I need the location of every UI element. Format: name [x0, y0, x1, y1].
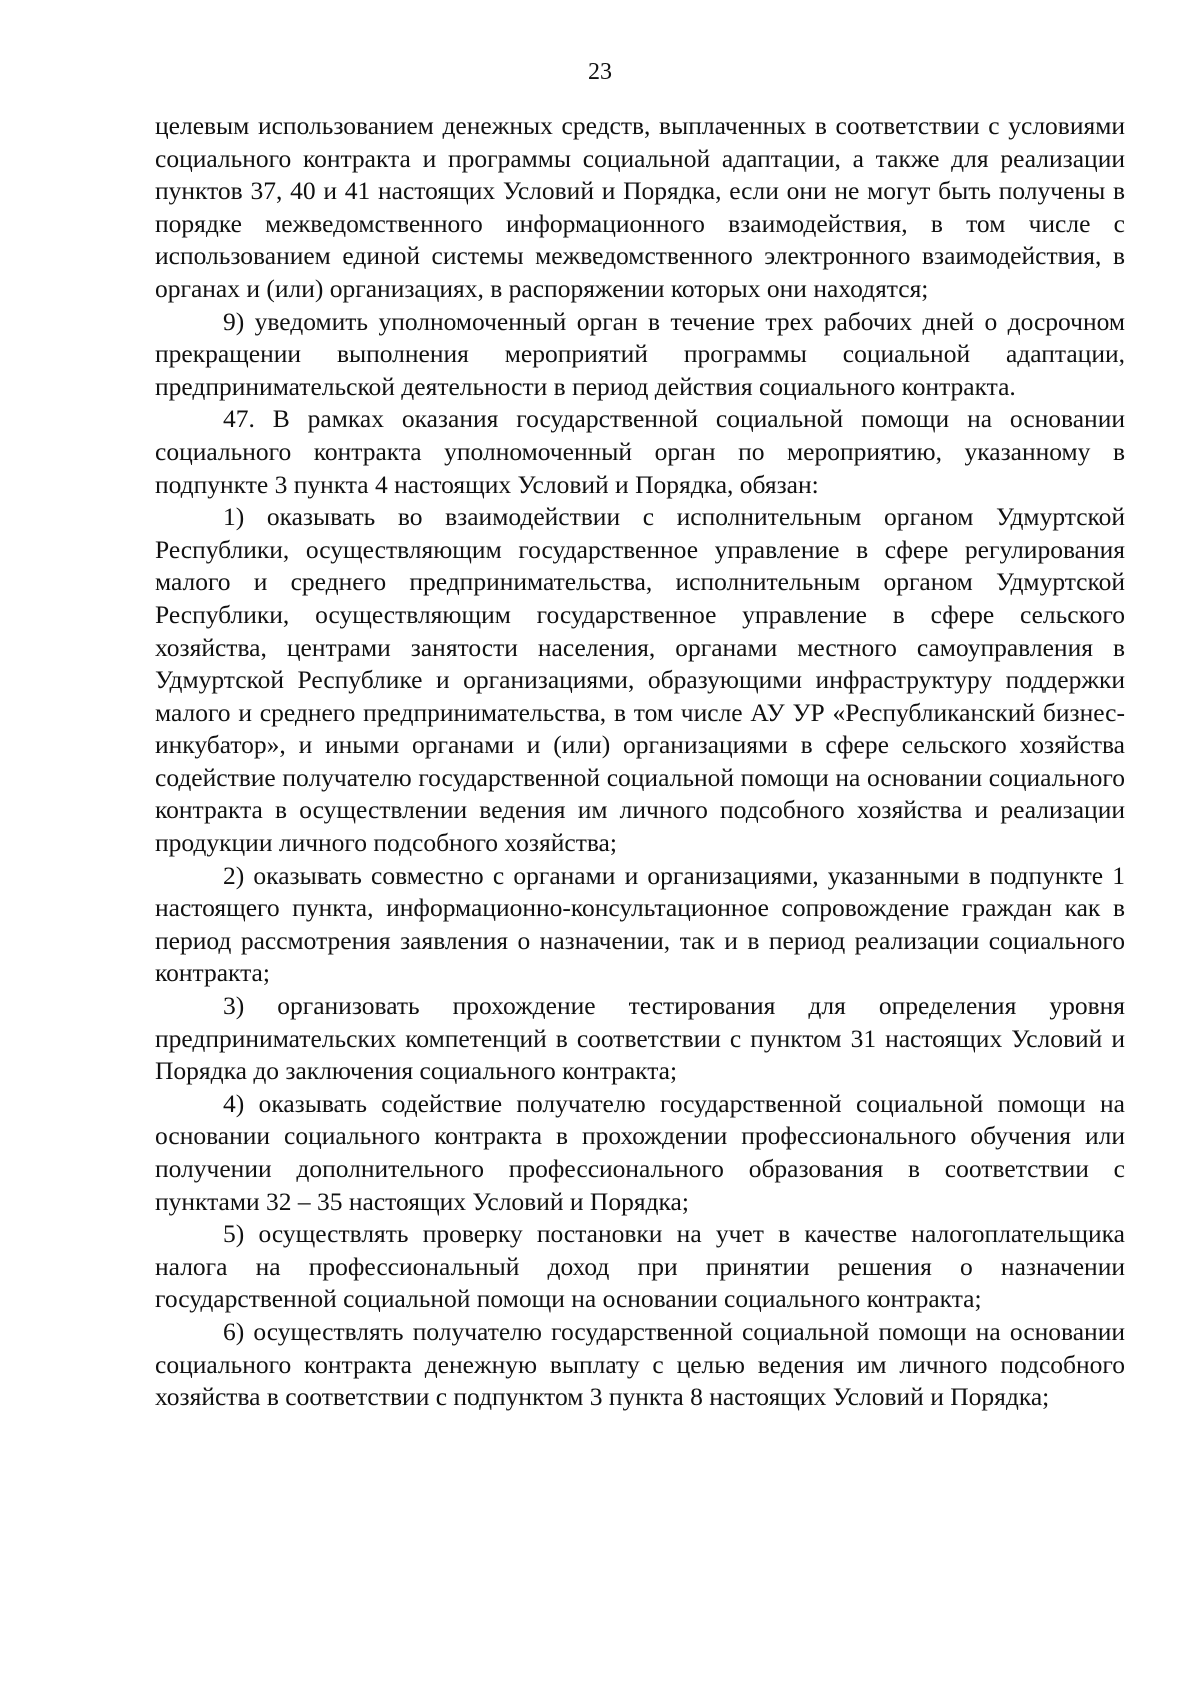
paragraph: 1) оказывать во взаимодействии с исполнительным органом Удмуртской Республики, осуществляющим государственное управление в сфере регулирования малого и среднего предпринимательства, исполнительным органом Удмуртской Республики, осуществляющим государственное управление в сфере сельского хозяйства, центрами занятости населения, органами местного самоуправления в Удмуртской Республике и организациями, образующими инфраструктуру поддержки малого и среднего предпринимательства, в том числе АУ УР «Республиканский бизнес-инкубатор», и иными органами и (или) организациями в сфере сельского хозяйства содействие получателю государственной социальной помощи на основании социального контракта в осуществлении ведения им личного подсобного хозяйства и реализации продукции личного подсобного хозяйства; [155, 502, 1125, 858]
paragraph: 5) осуществлять проверку постановки на учет в качестве налогоплательщика налога на профессиональный доход при принятии решения о назначении государственной социальной помощи на основании социального контракта; [155, 1219, 1125, 1314]
document-body [155, 110, 1125, 1414]
paragraph: целевым использованием денежных средств, выплаченных в соответствии с условиями социального контракта и программы социальной адаптации, а также для реализации пунктов 37, 40 и 41 настоящих Условий и Порядка, если они не могут быть получены в порядке межведомственного информационного взаимодействия, в том числе с использованием единой системы межведомственного электронного взаимодействия, в органах и (или) организациях, в распоряжении которых они находятся; [155, 111, 1125, 303]
paragraph: 6) осуществлять получателю государственной социальной помощи на основании социального контракта денежную выплату с целью ведения им личного подсобного хозяйства в соответствии с подпунктом 3 пункта 8 настоящих Условий и Порядка; [155, 1316, 1125, 1412]
paragraph: 3) организовать прохождение тестирования для определения уровня предпринимательских компетенций в соответствии с пунктом 31 настоящих Условий и Порядка до заключения социального контракта; [155, 991, 1125, 1086]
paragraph: 2) оказывать совместно с органами и организациями, указанными в подпункте 1 настоящего пункта, информационно-консультационное сопровождение граждан как в период рассмотрения заявления о назначении, так и в период реализации социального контракта; [155, 860, 1125, 988]
paragraph: 47. В рамках оказания государственной социальной помощи на основании социального контракта уполномоченный орган по мероприятию, указанному в подпункте 3 пункта 4 настоящих Условий и Порядка, обязан: [155, 404, 1125, 499]
page-number: 23 [588, 59, 612, 85]
paragraph: 9) уведомить уполномоченный орган в течение трех рабочих дней о досрочном прекращении выполнения мероприятий программы социальной адаптации, предпринимательской деятельности в период действия социального контракта. [155, 306, 1125, 401]
paragraph: 4) оказывать содействие получателю государственной социальной помощи на основании социального контракта в прохождении профессионального обучения или получении дополнительного профессионального образования в соответствии с пунктами 32 – 35 настоящих Условий и Порядка; [155, 1088, 1125, 1216]
